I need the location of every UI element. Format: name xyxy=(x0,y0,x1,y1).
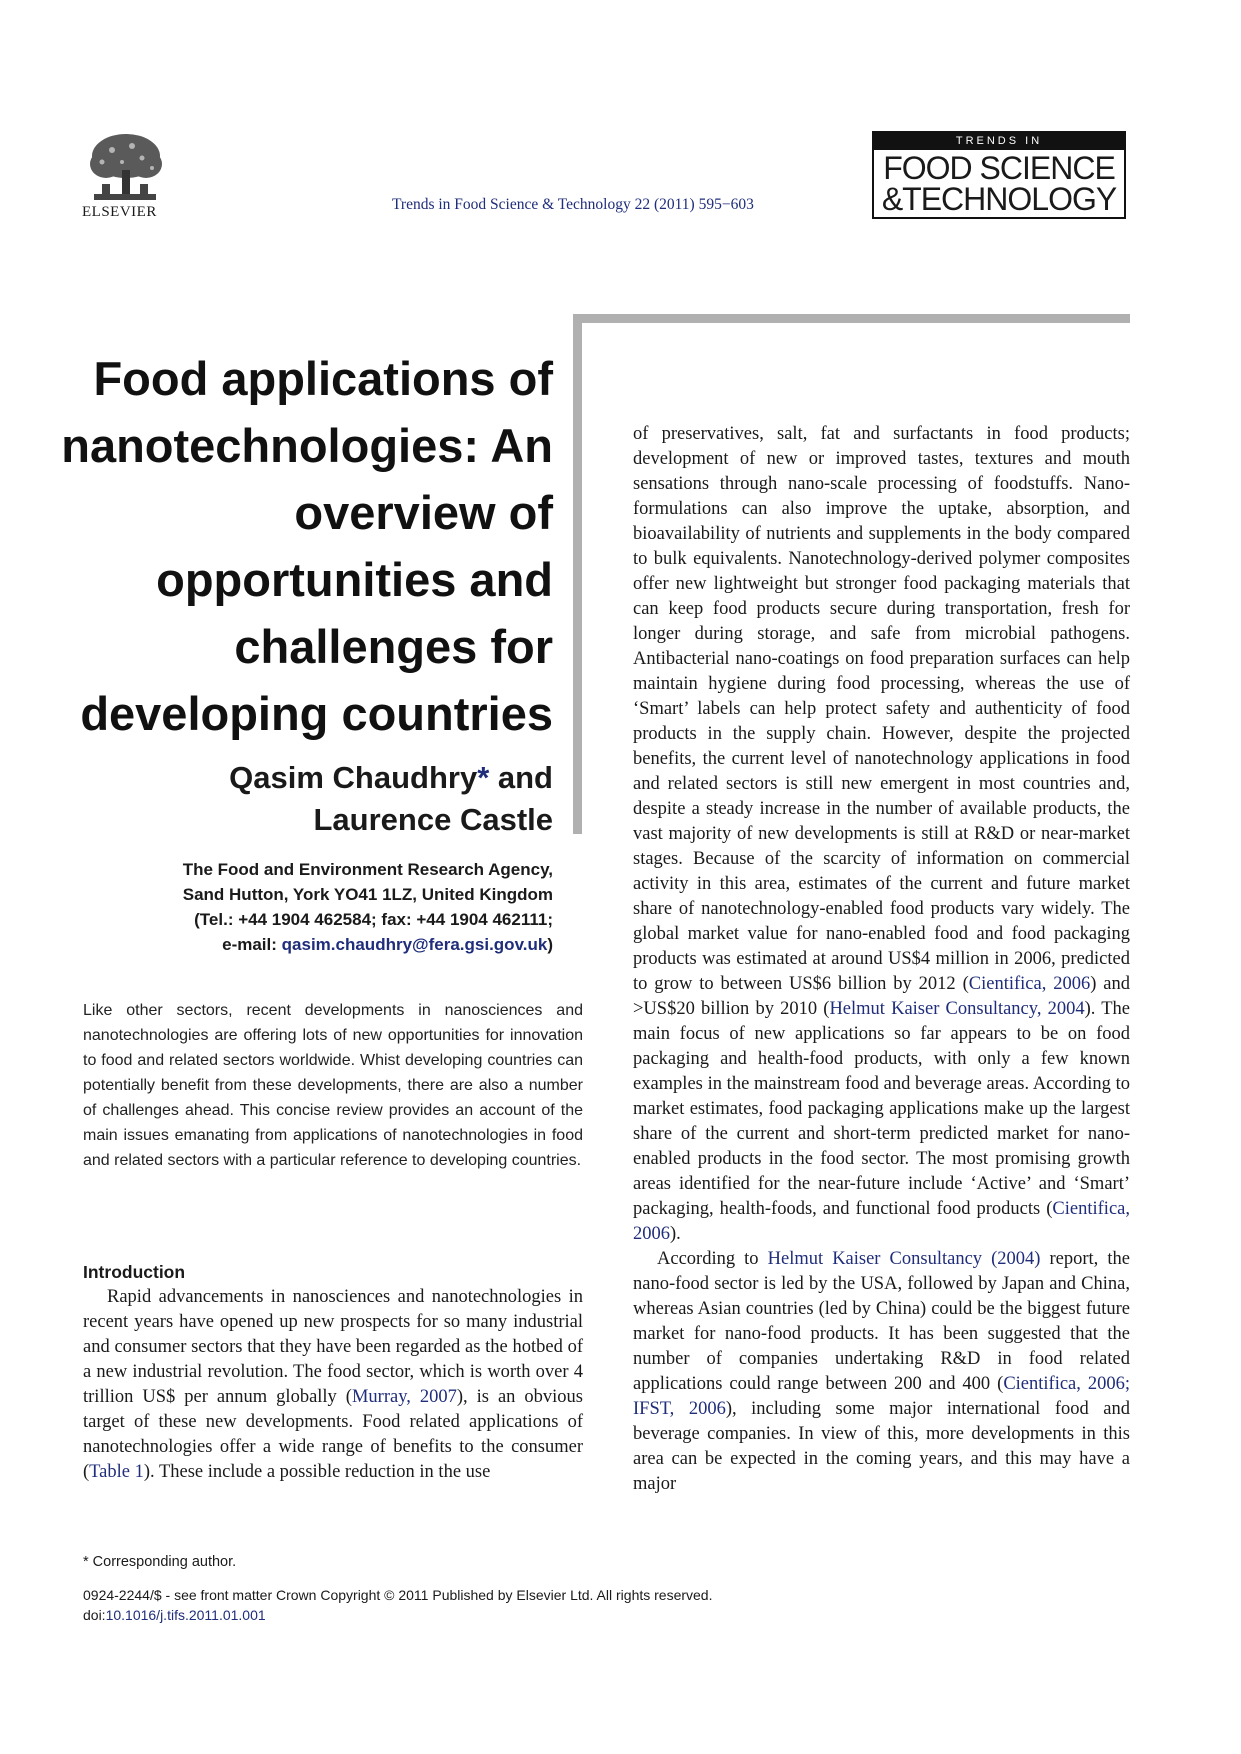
journal-logo xyxy=(872,131,1126,219)
text-run: ), is an obvious target of these new developments. Food related applications of nanotechnologies offer a wide range of benefits to the consumer ( xyxy=(83,1387,584,1482)
text-run: ), including some major international food and beverage companies. In view of this, more developments in this area can be expected in the coming years, and this may have a major xyxy=(633,1399,1130,1494)
copyright-block xyxy=(83,1585,713,1625)
reference-link[interactable]: Cientifica, 2006 xyxy=(633,1199,1130,1244)
abstract: Like other sectors, recent developments in nanosciences and nanotechnologies are offering lots of new opportunities for innovation to food and related sectors worldwide. Whist developing countries can potentially benefit from these developments, there are also a number of challenges ahead. This concise review provides an account of the main issues emanating from applications of nanotechnologies in food and related sectors with a particular reference to developing countries. xyxy=(83,1002,583,1169)
affiliation-line-3: (Tel.: +44 1904 462584; fax: +44 1904 462111; xyxy=(194,910,553,929)
journal-logo-line1: FOOD SCIENCE xyxy=(883,150,1115,186)
reference-link[interactable]: Helmut Kaiser Consultancy (2004) xyxy=(767,1249,1041,1269)
text-run: of preservatives, salt, fat and surfactants in food products; development of new or improved tastes, textures and mouth sensations through nano-scale processing of foodstuffs. Nano-formulations can also improve the uptake, absorption, and bioavailability of nutrients and supplements in the body compared to bulk equivalents. Nanotechnology-derived polymer composites offer new lightweight but stronger food packaging materials that can keep food products secure during transportation, fresh for longer during storage, and safe from microbial pathogens. Antibacterial nano-coatings on food preparation surfaces can help maintain hygiene during food processing, whereas the use of ‘Smart’ labels can help protect safety and authenticity of food products in the supply chain. However, despite the projected benefits, the current level of nanotechnology applications in food and related sectors is still new emergent in most countries and, despite a steady increase in the number of available products, the vast majority of new developments is still at R&D or near-market stages. Because of the scarcity of information on commercial activity in this area, estimates of the current and future market share of nanotechnology-enabled food products vary widely. The global market value for nano-enabled food and food packaging products was estimated at around US$4 million in 2006, predicted to grow to between US$6 billion by 2012 ( xyxy=(633,424,1130,994)
affiliation-line-2: Sand Hutton, York YO41 1LZ, United Kingdom xyxy=(182,885,553,904)
email-link[interactable]: qasim.chaudhry@fera.gsi.gov.uk xyxy=(281,935,548,954)
text-run: Rapid advancements in nanosciences and nanotechnologies in recent years have opened up new prospects for so many industrial and consumer sectors that they have been regarded as the hotbed of a new industrial revolution. The food sector, which is worth over 4 trillion US$ per annum globally ( xyxy=(83,1287,583,1407)
article-title: Food applications of nanotechnologies: An overview of opportunities and challenges for developing countries xyxy=(61,352,553,740)
paragraph xyxy=(633,422,1130,1247)
doi-label: doi: xyxy=(83,1607,106,1623)
publisher-name: ELSEVIER xyxy=(82,204,157,220)
text-run: ). xyxy=(670,1224,681,1244)
reference-link[interactable]: Cientifica, 2006 xyxy=(968,974,1091,994)
decorative-bar-top xyxy=(573,314,1130,323)
reference-link[interactable]: Helmut Kaiser Consultancy, 2004 xyxy=(829,999,1085,1019)
introduction-text xyxy=(83,1285,583,1485)
reference-link[interactable]: Murray, 2007 xyxy=(351,1387,457,1407)
journal-logo-line2: &TECHNOLOGY xyxy=(881,181,1117,217)
author-list xyxy=(93,757,553,841)
author-2[interactable]: Laurence Castle xyxy=(313,802,553,837)
text-run: ). The main focus of new applications so far appears to be on food packaging and health-food products, with only a few known examples in the mainstream food and beverage areas. According to market estimates, food packaging applications make up the largest share of the current and short-term predicted market for nano-enabled products in the food sector. The most promising growth areas identified for the near-future include ‘Active’ and ‘Smart’ packaging, health-foods, and functional food products ( xyxy=(633,999,1130,1219)
text-run: report, the nano-food sector is led by the USA, followed by Japan and China, whereas Asian countries (led by China) could be the biggest future market for nano-food products. It has been suggested that the number of companies undertaking R&D in food related applications could range between 200 and 400 ( xyxy=(633,1249,1130,1394)
author-join: and xyxy=(489,760,553,795)
affiliation-line-1: The Food and Environment Research Agency, xyxy=(182,860,553,879)
corresponding-author-note: * Corresponding author. xyxy=(83,1554,237,1570)
journal-citation[interactable]: Trends in Food Science & Technology 22 (2011) 595−603 xyxy=(392,196,754,213)
reference-link[interactable]: Cientifica, 2006; IFST, 2006 xyxy=(633,1374,1130,1419)
copyright-line: 0924-2244/$ - see front matter Crown Copyright © 2011 Published by Elsevier Ltd. All rights reserved. xyxy=(83,1587,713,1603)
decorative-bar-left xyxy=(573,314,582,834)
paragraph xyxy=(83,1285,583,1485)
affiliation xyxy=(93,857,553,957)
text-run: ) and >US$20 billion by 2010 ( xyxy=(633,974,1130,1019)
text-run: ). These include a possible reduction in the use xyxy=(143,1462,491,1482)
email-label: e-mail: xyxy=(222,935,282,954)
text-run: According to xyxy=(657,1249,768,1269)
email-close: ) xyxy=(547,935,553,954)
doi-line xyxy=(83,1605,713,1625)
right-column-text xyxy=(633,422,1130,1497)
table-link[interactable]: Table 1 xyxy=(89,1462,144,1482)
affiliation-line-4 xyxy=(93,932,553,957)
corresponding-author-mark[interactable]: * xyxy=(477,760,490,795)
paragraph xyxy=(633,1247,1130,1497)
section-heading-introduction: Introduction xyxy=(83,1262,186,1282)
journal-logo-band: TRENDS IN xyxy=(874,133,1124,150)
author-1[interactable]: Qasim Chaudhry xyxy=(229,760,478,795)
doi-link[interactable]: 10.1016/j.tifs.2011.01.001 xyxy=(105,1607,266,1623)
